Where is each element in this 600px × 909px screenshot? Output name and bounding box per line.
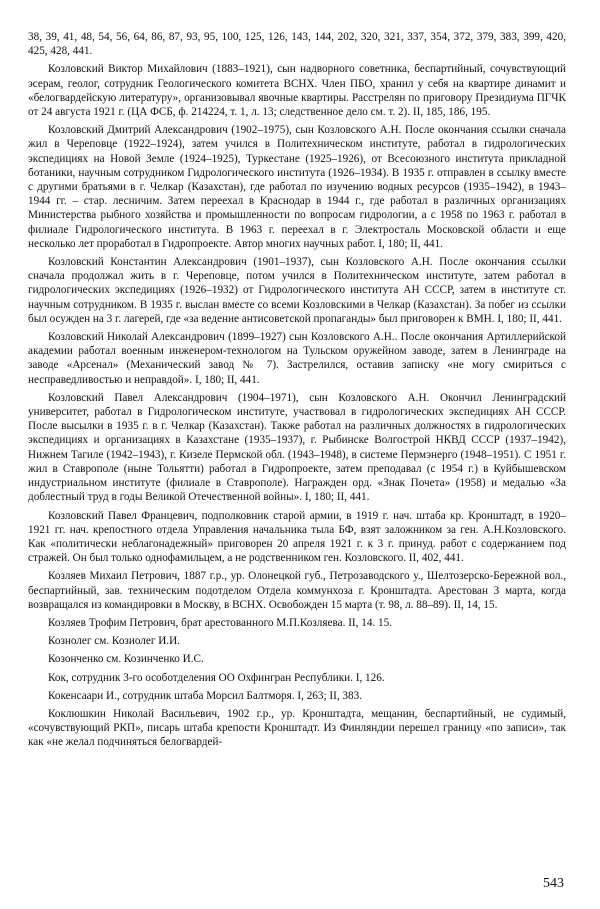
- entry-kozonchenko: Козонченко см. Козинченко И.С.: [48, 653, 204, 666]
- page-number: 543: [543, 876, 564, 891]
- entry-koznoleg: Кознолег см. Козиолег И.И.: [48, 635, 180, 648]
- document-page: [28, 30, 566, 754]
- entry-kozlovsky-nikolai: Козловский Николай Александрович (1899–1927) сын Козловского А.Н.. После окончания Артиллерийской академии работал военным инженером-технологом на Тульском оружейном заводе, затем в Ленинграде на заводе «Арсенал» (Механический завод № 7). Застрелился, оставив записку «не могу смириться с несправедливостью и неправдой». I, 180; II, 441.: [28, 331, 566, 386]
- entry-kok: Кок, сотрудник 3-го особотделения ОО Охфингран Республики. I, 126.: [48, 671, 385, 684]
- entry-koklyushkin: Коклюшкин Николай Васильевич, 1902 г.р., ур. Кронштадта, мещанин, беспартийный, не судимый, «сочувствующий РКП», писарь штаба крепости Кронштадт. Из Финляндии перешел границу «по записи», так как «не желал подчиняться белогвардей-: [28, 707, 566, 749]
- entry-kozlyaev-trofim: Козляев Трофим Петрович, брат арестованного М.П.Козляева. II, 14. 15.: [48, 616, 393, 629]
- entry-kozlovsky-dmitry: Козловский Дмитрий Александрович (1902–1975), сын Козловского А.Н. После окончания ссылки сначала жил в Череповце (1922–1924), затем учился в Политехническом институте, работал в гидрологических экспедициях на Новой Земле (1924–1925), Туркестане (1925–1926), от Всесоюзного института прикладной ботаники, научным сотрудником Гидрологического института (1926–1934). В 1935 г. отправлен в ссылку вместе с другими братьями в г. Челкар (Казахстан), где работал по изучению водных ресурсов (1935–1942), в 1943–1944 гг. – стар. лесничим. Затем переехал в Краснодар в 1944 г., где работал в различных организациях Министерства рыбного хозяйства и промышленности по вопросам гидрологии, а с 1958 по 1963 г. работал в филиале Гидрологического института. В 1963 г. переехал в г. Электросталь Московской области и еще несколько лет проработал в Гидропроекте. Автор многих научных работ. I, 180; II, 441.: [28, 124, 566, 250]
- entry-kozlovsky-viktor: Козловский Виктор Михайлович (1883–1921), сын надворного советника, беспартийный, сочувствующий эсерам, геолог, сотрудник Геологического комитета ВСНХ. Член ПБО, хранил у себя на квартире динамит и «белогвардейскую литературу», организовывал явочные квартиры. Расстрелян по приговору Президиума ПГЧК от 24 августа 1921 г. (ЦА ФСБ, ф. 214224, т. 1, л. 13; следственное дело см. т. 2). II, 185, 186, 195.: [28, 63, 566, 119]
- entry-kozlovsky-pavel-f: Козловский Павел Францевич, подполковник старой армии, в 1919 г. нач. штаба кр. Кронштадт, в 1920–1921 гг. нач. крепостного отдела Управления начальника тыла БФ, взят заложником за ген. А.Н.Козловского. Как «политически неблагонадежный» приговорен 20 апреля 1921 г. к 3 г. принуд. работ с содержанием под стражей. Он был только однофамильцем, а не родственником ген. Козловского. II, 402, 441.: [28, 509, 566, 565]
- entry-kozlyaev-mikhail: Козляев Михаил Петрович, 1887 г.р., ур. Олонецкой губ., Петрозаводского у., Шелтозерско-Бережной вол., беспартийный, зав. техническим подотделом Отдела коммунхоза г. Кронштадта. Арестован 3 марта, когда возвращался из командировки в Москву, в ВСНХ. Освобожден 15 марта (т. 98, л. 88–89). II, 14, 15.: [28, 570, 566, 611]
- entry-kozlovsky-pavel-a: Козловский Павел Александрович (1904–1971), сын Козловского А.Н. Окончил Ленинградский университет, работал в Гидрологическом институте, участвовал в гидрологических экспедициях АН СССР. После высылки в 1935 г. в г. Челкар (Казахстан). Также работал на различных должностях в гидрологических экспедициях и организациях в Казахстане (1935–1937), г. Рыбинске Волгострой НКВД СССР (1937–1942), Нижнем Тагиле (1942–1943), г. Кизеле Пермской обл. (1943–1948), в системе Пермэнерго (1948–1951). С 1951 г. жил в Ставрополе (ныне Тольятти) работал в Гидропроекте, затем преподавал (с 1954 г.) в Куйбышевском индустриальном институте (филиале в Ставрополе). Награжден орд. «Знак Почета» (1958) и медалью «За доблестный труд в годы Великой Отечественной войны». I, 180; II, 441.: [28, 391, 566, 504]
- entry-kozlovsky-konstantin: Козловский Константин Александрович (1901–1937), сын Козловского А.Н. После окончания ссылки сначала продолжал жить в г. Череповце, потом учился в Политехническом институте, затем работал в гидрологических экспедициях (1926–1932) от Гидрологического института АН СССР, затем в институте ст. научным сотрудником. В 1935 г. выслан вместе со всеми Козловскими в Челкар (Казахстан). За побег из ссылки был осужден на 3 г. лагерей, где «за ведение антисоветской пропаганды» был приговорен к ВМН. I, 180; II, 441.: [28, 256, 566, 325]
- entry-kokensaari: Кокенсаари И., сотрудник штаба Морсил Балтморя. I, 263; II, 383.: [48, 689, 363, 702]
- entry-continuation-text: 38, 39, 41, 48, 54, 56, 64, 86, 87, 93, 95, 100, 125, 126, 143, 144, 202, 320, 321, 337, 354, 372, 379, 383, 399, 420, 425, 428, 441.: [28, 31, 566, 58]
